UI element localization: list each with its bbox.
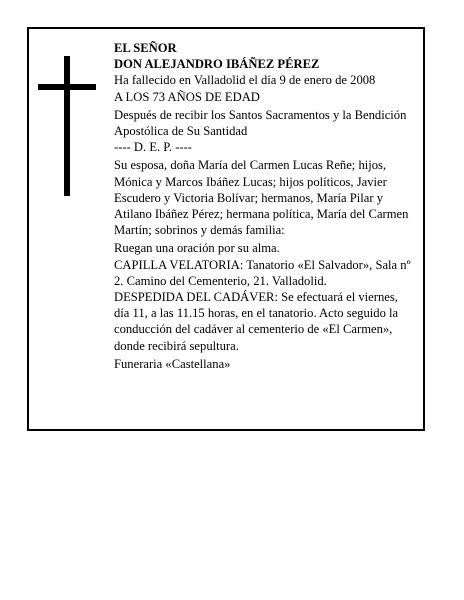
- death-date-line: Ha fallecido en Valladolid el día 9 de enero de 2008: [114, 73, 376, 88]
- deceased-name: DON ALEJANDRO IBÁÑEZ PÉREZ: [114, 57, 320, 72]
- cross-icon-crossbar: [38, 84, 96, 90]
- cross-icon: [64, 56, 70, 196]
- chapel-line: CAPILLA VELATORIA: Tanatorio «El Salvador», Sala nº 2. Camino del Cementerio, 21. Valladolid.: [114, 257, 411, 288]
- dep-line: ---- D. E. P. ----: [114, 140, 192, 155]
- farewell-paragraph: DESPEDIDA DEL CADÁVER: Se efectuará el viernes, día 11, a las 11.15 horas, en el tanatorio. Acto seguido la conducción del cadáver al cementerio de «El Carmen», donde recibirá sepultura.: [114, 290, 399, 353]
- sacraments-line: Después de recibir los Santos Sacramentos y la Bendición Apostólica de Su Santidad: [114, 107, 407, 139]
- obituary-text: [114, 40, 414, 372]
- family-paragraph: Su esposa, doña María del Carmen Lucas Reñe; hijos, Mónica y Marcos Ibáñez Lucas; hijos políticos, Javier Escudero y Victoria Bolívar; hermanos, María Pilar y Atilano Ibáñez Pérez; hermana política, María del Carmen Martín; sobrinos y demás familia:: [114, 158, 409, 238]
- notice-title: EL SEÑOR: [114, 41, 177, 55]
- age-line: A LOS 73 AÑOS DE EDAD: [114, 89, 260, 104]
- prayer-line: Ruegan una oración por su alma.: [114, 241, 280, 256]
- funeral-home: Funeraria «Castellana»: [114, 356, 231, 371]
